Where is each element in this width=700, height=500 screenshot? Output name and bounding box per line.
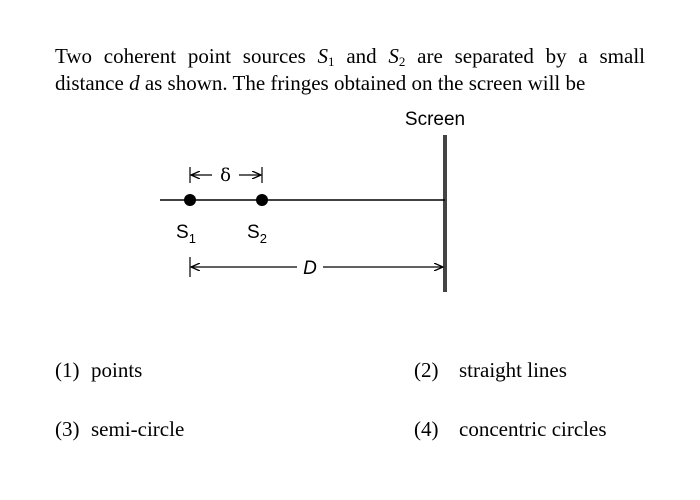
question-part-3: are separated by a small distance bbox=[55, 44, 645, 95]
distance-label: D bbox=[303, 258, 317, 279]
option-2-number: (2) bbox=[414, 358, 439, 382]
question-part-2: and bbox=[334, 44, 389, 68]
delta-label: δ bbox=[220, 165, 231, 186]
option-1-text: points bbox=[91, 358, 143, 382]
option-4-text: concentric circles bbox=[459, 417, 607, 441]
option-3[interactable] bbox=[55, 417, 184, 442]
delta-dimension bbox=[190, 165, 262, 186]
option-2-text: straight lines bbox=[459, 358, 567, 382]
option-3-text: semi-circle bbox=[91, 417, 185, 441]
option-4-number: (4) bbox=[414, 417, 439, 441]
source-s2-dot bbox=[256, 194, 268, 206]
screen-label: Screen bbox=[404, 109, 466, 130]
question-part-4: as shown. The fringes obtained on the screen will be bbox=[139, 71, 586, 95]
option-3-number: (3) bbox=[55, 417, 80, 441]
s2-symbol: S bbox=[388, 44, 399, 68]
s2-label: $S_2$ bbox=[247, 222, 267, 246]
question-part-1: Two coherent point sources bbox=[55, 44, 318, 68]
s1-symbol: S bbox=[317, 44, 329, 68]
s2-subscript: 2 bbox=[398, 54, 406, 69]
s1-subscript: 1 bbox=[328, 54, 335, 69]
option-1-number: (1) bbox=[55, 358, 80, 382]
distance-variable: d bbox=[129, 71, 140, 95]
s1-label: $S_1$ bbox=[176, 222, 196, 246]
option-2[interactable] bbox=[414, 358, 567, 383]
source-s1-dot bbox=[184, 194, 196, 206]
option-1[interactable] bbox=[55, 358, 142, 383]
option-4[interactable] bbox=[414, 417, 607, 442]
distance-dimension bbox=[190, 257, 443, 279]
